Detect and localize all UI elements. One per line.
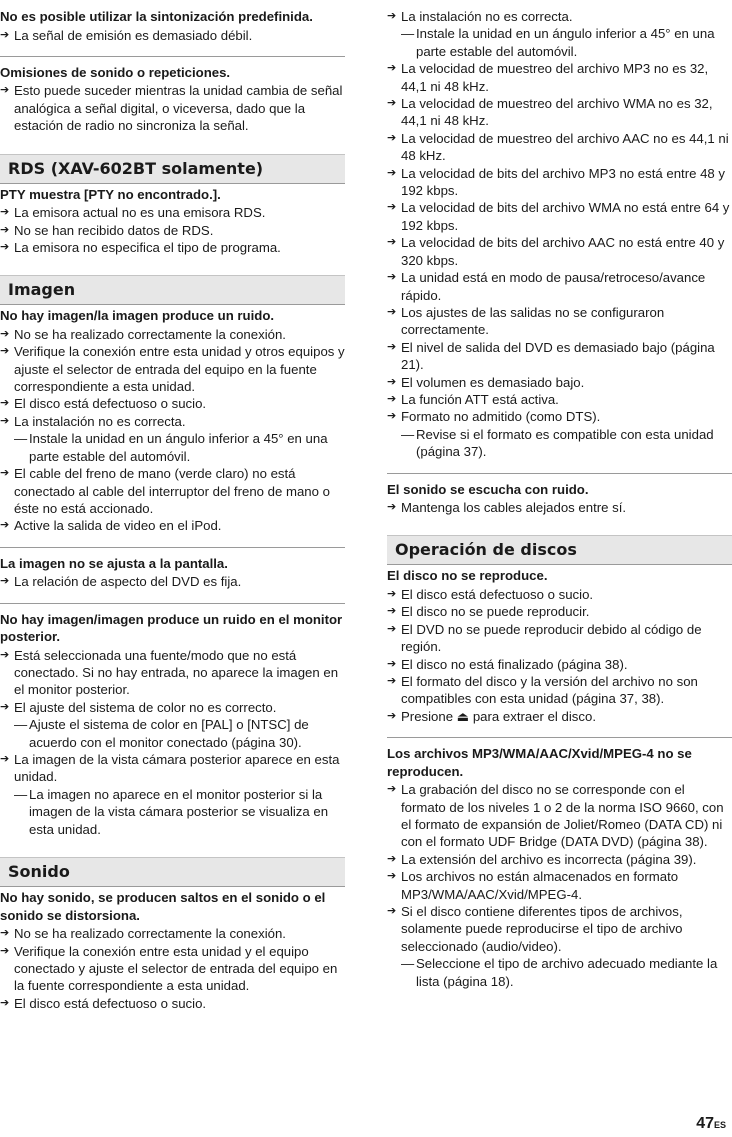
cause-item bbox=[0, 222, 345, 239]
troubleshooting-block bbox=[387, 737, 732, 1002]
cause-text: El ajuste del sistema de color no es correcto. bbox=[14, 699, 277, 715]
troubleshooting-block bbox=[0, 887, 345, 1024]
cause-text: El formato del disco y la versión del archivo no son compatibles con esta unidad (página 37, 38). bbox=[401, 674, 698, 707]
cause-item bbox=[387, 851, 732, 868]
dash-icon: — bbox=[14, 431, 28, 447]
arrow-icon: ➔ bbox=[0, 240, 10, 253]
remedy-item bbox=[0, 716, 345, 751]
cause-item bbox=[387, 499, 732, 516]
arrow-icon: ➔ bbox=[0, 648, 10, 661]
arrow-icon: ➔ bbox=[387, 201, 397, 214]
problem-title: No es posible utilizar la sintonización predefinida. bbox=[0, 9, 313, 24]
arrow-icon: ➔ bbox=[387, 236, 397, 249]
cause-text: Está seleccionada una fuente/modo que no está conectado. Si no hay entrada, no aparece la imagen en el monitor posterior. bbox=[14, 647, 339, 698]
problem-title: No hay imagen/la imagen produce un ruido. bbox=[0, 308, 275, 324]
remedy-item bbox=[387, 426, 732, 461]
section-heading: Sonido bbox=[0, 857, 345, 887]
arrow-icon: ➔ bbox=[0, 700, 10, 713]
arrow-icon: ➔ bbox=[0, 206, 10, 219]
arrow-icon: ➔ bbox=[0, 327, 10, 340]
arrow-icon: ➔ bbox=[0, 575, 10, 588]
cause-item bbox=[387, 130, 732, 165]
cause-item bbox=[387, 8, 732, 25]
arrow-icon: ➔ bbox=[387, 271, 397, 284]
cause-text: Active la salida de video en el iPod. bbox=[14, 518, 222, 534]
arrow-icon: ➔ bbox=[387, 375, 397, 388]
cause-text: La relación de aspecto del DVD es fija. bbox=[14, 574, 242, 590]
page-number-suffix: ES bbox=[713, 1120, 726, 1130]
cause-text: Si el disco contiene diferentes tipos de archivos, solamente puede reproducirse el tipo de archivo seleccionado (audio/video). bbox=[401, 904, 683, 954]
cause-item bbox=[387, 603, 732, 620]
arrow-icon: ➔ bbox=[0, 753, 10, 766]
cause-item bbox=[387, 304, 732, 339]
arrow-icon: ➔ bbox=[387, 10, 397, 22]
cause-text: La velocidad de bits del archivo WMA no está entre 64 y 192 kbps. bbox=[401, 200, 730, 233]
cause-item bbox=[387, 708, 732, 725]
cause-text: Verifique la conexión entre esta unidad y el equipo conectado y ajuste el selector de entrada del equipo en la fuente correspondiente a esta unidad. bbox=[14, 943, 338, 994]
troubleshooting-block bbox=[387, 473, 732, 529]
arrow-icon: ➔ bbox=[387, 852, 397, 865]
cause-item bbox=[0, 413, 345, 430]
arrow-icon: ➔ bbox=[387, 340, 397, 353]
arrow-icon: ➔ bbox=[387, 305, 397, 318]
left-column bbox=[0, 2, 345, 1024]
cause-item bbox=[0, 699, 345, 716]
cause-text: Esto puede suceder mientras la unidad cambia de señal analógica a señal digital, o viceversa, dado que la estación de radio no sincroniza la señal. bbox=[14, 83, 343, 134]
cause-text: La velocidad de muestreo del archivo AAC no es 44,1 ni 48 kHz. bbox=[401, 130, 729, 164]
remedy-item bbox=[387, 25, 732, 60]
cause-text: La emisora actual no es una emisora RDS. bbox=[14, 205, 266, 221]
cause-text: La velocidad de muestreo del archivo MP3 no es 32, 44,1 ni 48 kHz. bbox=[401, 61, 709, 94]
cause-text: El disco está defectuoso o sucio. bbox=[14, 995, 207, 1011]
cause-item bbox=[387, 673, 732, 708]
arrow-icon: ➔ bbox=[387, 587, 397, 600]
cause-text: No se ha realizado correctamente la conexión. bbox=[14, 326, 286, 342]
arrow-icon: ➔ bbox=[0, 28, 10, 41]
cause-text: El volumen es demasiado bajo. bbox=[401, 374, 585, 390]
arrow-icon: ➔ bbox=[387, 62, 397, 75]
problem-title: Omisiones de sonido o repeticiones. bbox=[0, 64, 231, 80]
cause-item bbox=[0, 995, 345, 1012]
cause-text: La grabación del disco no se corresponde con el formato de los niveles 1 o 2 de la norma ISO 9660, con el formato de expansión de Joliet/Romeo (DATA CD) ni con el formato UDF Bridge (DATA DVD) (página 38). bbox=[401, 782, 724, 850]
cause-item bbox=[387, 781, 732, 851]
remedy-text: Ajuste el sistema de color en [PAL] o [NTSC] de acuerdo con el monitor conectado (página 30). bbox=[29, 717, 309, 750]
problem-title: No hay sonido, se producen saltos en el sonido o el sonido se distorsiona. bbox=[0, 890, 326, 923]
arrow-icon: ➔ bbox=[387, 501, 397, 514]
cause-text: El disco está defectuoso o sucio. bbox=[401, 586, 594, 602]
arrow-icon: ➔ bbox=[0, 519, 10, 532]
problem-title: La imagen no se ajusta a la pantalla. bbox=[0, 555, 228, 571]
cause-item bbox=[0, 751, 345, 786]
problem-title: El sonido se escucha con ruido. bbox=[387, 481, 589, 497]
arrow-icon: ➔ bbox=[387, 131, 397, 144]
dash-icon: — bbox=[401, 26, 415, 42]
cause-item bbox=[387, 95, 732, 130]
arrow-icon: ➔ bbox=[0, 414, 10, 427]
remedy-item bbox=[0, 430, 345, 465]
cause-item bbox=[387, 60, 732, 95]
arrow-icon: ➔ bbox=[387, 410, 397, 423]
troubleshooting-block bbox=[0, 603, 345, 850]
cause-text: El disco no se puede reproducir. bbox=[401, 604, 590, 620]
troubleshooting-block bbox=[0, 547, 345, 603]
cause-text: El DVD no se puede reproducir debido al código de región. bbox=[401, 621, 702, 655]
arrow-icon: ➔ bbox=[387, 709, 397, 722]
troubleshooting-block bbox=[387, 2, 732, 473]
cause-item bbox=[0, 27, 345, 44]
cause-text: La unidad está en modo de pausa/retroceso/avance rápido. bbox=[401, 270, 706, 303]
arrow-icon: ➔ bbox=[387, 392, 397, 405]
cause-item bbox=[0, 943, 345, 995]
cause-item bbox=[0, 925, 345, 942]
cause-text: La instalación no es correcta. bbox=[14, 413, 186, 429]
cause-text: Los archivos no están almacenados en formato MP3/WMA/AAC/Xvid/MPEG-4. bbox=[401, 869, 679, 902]
right-column bbox=[387, 2, 732, 1002]
cause-text: La velocidad de bits del archivo MP3 no está entre 48 y 192 kbps. bbox=[401, 165, 726, 199]
troubleshooting-block bbox=[0, 184, 345, 269]
cause-item bbox=[0, 343, 345, 395]
cause-text: Presione ⏏ para extraer el disco. bbox=[401, 708, 596, 724]
cause-item bbox=[387, 199, 732, 234]
section-heading: Operación de discos bbox=[387, 535, 732, 565]
cause-text: Mantenga los cables alejados entre sí. bbox=[401, 500, 627, 516]
arrow-icon: ➔ bbox=[0, 84, 10, 97]
troubleshooting-block bbox=[0, 56, 345, 147]
page-number bbox=[696, 1115, 726, 1133]
cause-text: La emisora no especifica el tipo de programa. bbox=[14, 239, 281, 255]
remedy-text: Instale la unidad en un ángulo inferior a 45° en una parte estable del automóvil. bbox=[416, 26, 715, 59]
cause-item bbox=[387, 234, 732, 269]
problem-title: No hay imagen/imagen produce un ruido en el monitor posterior. bbox=[0, 611, 343, 645]
cause-item bbox=[387, 408, 732, 425]
dash-icon: — bbox=[401, 426, 415, 442]
cause-text: El disco no está finalizado (página 38). bbox=[401, 656, 628, 672]
remedy-item bbox=[0, 786, 345, 838]
problem-title: Los archivos MP3/WMA/AAC/Xvid/MPEG-4 no se reproducen. bbox=[387, 746, 692, 779]
cause-text: La imagen de la vista cámara posterior aparece en esta unidad. bbox=[14, 752, 340, 785]
arrow-icon: ➔ bbox=[0, 944, 10, 957]
cause-item bbox=[0, 326, 345, 343]
cause-item bbox=[387, 868, 732, 903]
remedy-text: Seleccione el tipo de archivo adecuado mediante la lista (página 18). bbox=[416, 956, 718, 989]
cause-item bbox=[0, 573, 345, 590]
cause-text: No se han recibido datos de RDS. bbox=[14, 222, 214, 238]
dash-icon: — bbox=[14, 786, 28, 802]
remedy-item bbox=[387, 955, 732, 990]
cause-text: El cable del freno de mano (verde claro) no está conectado al cable del interruptor del freno de mano o éste no está accionado. bbox=[14, 466, 330, 516]
section-heading: RDS (XAV-602BT solamente) bbox=[0, 154, 345, 184]
problem-title: El disco no se reproduce. bbox=[387, 568, 548, 584]
cause-text: Formato no admitido (como DTS). bbox=[401, 409, 601, 425]
troubleshooting-block bbox=[387, 565, 732, 737]
cause-item bbox=[387, 656, 732, 673]
dash-icon: — bbox=[401, 956, 415, 972]
cause-item bbox=[387, 391, 732, 408]
page-number-value: 47 bbox=[696, 1115, 714, 1132]
cause-item bbox=[387, 586, 732, 603]
cause-text: Los ajustes de las salidas no se configuraron correctamente. bbox=[401, 304, 665, 338]
cause-item bbox=[387, 165, 732, 200]
arrow-icon: ➔ bbox=[387, 870, 397, 883]
arrow-icon: ➔ bbox=[387, 905, 397, 918]
arrow-icon: ➔ bbox=[387, 97, 397, 110]
cause-item bbox=[0, 517, 345, 534]
arrow-icon: ➔ bbox=[387, 675, 397, 687]
cause-text: La señal de emisión es demasiado débil. bbox=[14, 27, 253, 43]
dash-icon: — bbox=[14, 717, 28, 733]
section-heading: Imagen bbox=[0, 275, 345, 305]
cause-text: El nivel de salida del DVD es demasiado bajo (página 21). bbox=[401, 339, 715, 373]
arrow-icon: ➔ bbox=[0, 397, 10, 410]
arrow-icon: ➔ bbox=[0, 223, 10, 236]
cause-item bbox=[0, 465, 345, 517]
cause-text: No se ha realizado correctamente la conexión. bbox=[14, 926, 286, 942]
arrow-icon: ➔ bbox=[0, 345, 10, 358]
cause-text: La velocidad de muestreo del archivo WMA no es 32, 44,1 ni 48 kHz. bbox=[401, 96, 713, 129]
arrow-icon: ➔ bbox=[387, 657, 397, 670]
arrow-icon: ➔ bbox=[387, 166, 397, 179]
remedy-text: Revise si el formato es compatible con esta unidad (página 37). bbox=[416, 426, 714, 460]
troubleshooting-block bbox=[0, 2, 345, 56]
cause-text: La instalación no es correcta. bbox=[401, 9, 573, 24]
cause-item bbox=[387, 621, 732, 656]
cause-item bbox=[0, 82, 345, 134]
cause-item bbox=[387, 374, 732, 391]
arrow-icon: ➔ bbox=[0, 996, 10, 1009]
cause-text: La velocidad de bits del archivo AAC no está entre 40 y 320 kbps. bbox=[401, 235, 725, 268]
cause-item bbox=[0, 204, 345, 221]
cause-item bbox=[0, 239, 345, 256]
troubleshooting-block bbox=[0, 305, 345, 546]
cause-item bbox=[0, 647, 345, 699]
cause-item bbox=[0, 395, 345, 412]
remedy-text: Instale la unidad en un ángulo inferior a 45° en una parte estable del automóvil. bbox=[29, 431, 328, 464]
arrow-icon: ➔ bbox=[387, 783, 397, 796]
cause-item bbox=[387, 339, 732, 374]
arrow-icon: ➔ bbox=[387, 622, 397, 635]
arrow-icon: ➔ bbox=[0, 467, 10, 480]
cause-item bbox=[387, 903, 732, 955]
cause-text: La función ATT está activa. bbox=[401, 391, 559, 407]
arrow-icon: ➔ bbox=[0, 927, 10, 940]
problem-title: PTY muestra [PTY no encontrado.]. bbox=[0, 186, 221, 202]
cause-item bbox=[387, 269, 732, 304]
remedy-text: La imagen no aparece en el monitor posterior si la imagen de la vista cámara posterior se visualiza en esta unidad. bbox=[29, 786, 329, 837]
cause-text: La extensión del archivo es incorrecta (página 39). bbox=[401, 851, 697, 867]
cause-text: El disco está defectuoso o sucio. bbox=[14, 396, 207, 412]
cause-text: Verifique la conexión entre esta unidad y otros equipos y ajuste el selector de entrada del equipo en la fuente correspondiente a esta unidad. bbox=[14, 344, 345, 395]
arrow-icon: ➔ bbox=[387, 605, 397, 618]
